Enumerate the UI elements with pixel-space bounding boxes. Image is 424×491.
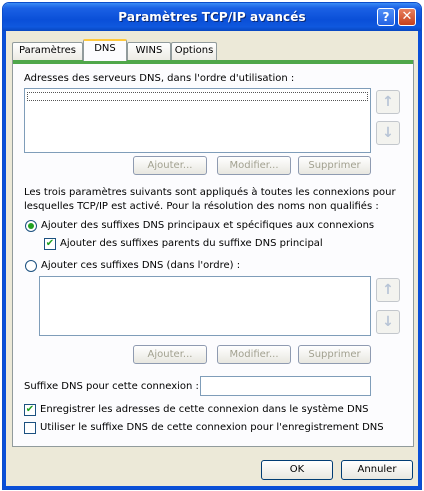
remove-suffix-button[interactable]: Supprimer [298,345,371,364]
tab-panel-accent [13,60,413,64]
window-frame-left [3,31,6,489]
parent-suffixes-label[interactable]: Ajouter des suffixes parents du suffixe DNS principal [60,238,323,249]
tab-wins[interactable]: WINS [127,42,171,60]
parent-suffixes-checkbox[interactable]: ✔ [45,238,55,249]
arrow-down-icon: ↓ [382,125,394,141]
window-title: Paramètres TCP/IP avancés [118,10,306,24]
dns-servers-focus-row [27,92,368,101]
use-suffix-registration-label[interactable]: Utiliser le suffixe DNS de cette connexion pour l'enregistrement DNS [40,422,384,433]
help-icon: ? [382,10,390,24]
dns-servers-list[interactable] [24,88,371,153]
window-frame-right [418,31,421,489]
remove-server-button[interactable]: Supprimer [298,156,371,175]
help-button[interactable] [377,8,395,26]
edit-suffix-button[interactable]: Modifier... [217,345,291,364]
description-line-1: Les trois paramètres suivants sont appliqués à toutes les connexions pour [24,187,396,198]
add-suffix-button[interactable]: Ajouter... [133,345,207,364]
tab-options[interactable]: Options [171,42,217,60]
move-server-up-button[interactable] [376,90,400,114]
tab-dns[interactable]: DNS [83,39,127,61]
arrow-up-icon: ↑ [382,282,394,298]
move-server-down-button[interactable] [376,121,400,145]
move-suffix-down-button[interactable] [376,310,400,334]
register-dns-checkbox[interactable]: ✔ [25,404,35,415]
register-dns-label[interactable]: Enregistrer les adresses de cette connexion dans le système DNS [40,404,369,415]
dns-servers-label: Adresses des serveurs DNS, dans l'ordre d'utilisation : [24,73,295,84]
move-suffix-up-button[interactable] [376,278,400,302]
primary-suffixes-radio[interactable] [25,220,37,232]
primary-suffixes-label[interactable]: Ajouter des suffixes DNS principaux et spécifiques aux connexions [41,220,375,231]
tab-parametres-ip[interactable]: Paramètres [12,42,83,60]
close-button[interactable] [398,8,416,26]
title-bar[interactable] [3,3,421,31]
arrow-down-icon: ↓ [382,314,394,330]
close-icon: ✕ [401,9,413,24]
window-frame-bottom [3,486,421,489]
ok-button[interactable]: OK [261,460,333,480]
add-server-button[interactable]: Ajouter... [133,156,207,175]
dns-suffix-list[interactable] [39,276,371,336]
use-suffix-registration-checkbox[interactable] [24,422,36,434]
connection-suffix-input[interactable] [200,376,371,396]
custom-suffixes-radio[interactable] [25,260,37,272]
cancel-button[interactable]: Annuler [341,460,413,480]
arrow-up-icon: ↑ [382,94,394,110]
edit-server-button[interactable]: Modifier... [217,156,291,175]
description-line-2: lesquelles TCP/IP est activé. Pour la résolution des noms non qualifiés : [24,201,379,212]
dialog-window [2,2,422,490]
custom-suffixes-label[interactable]: Ajouter ces suffixes DNS (dans l'ordre) : [41,260,241,271]
connection-suffix-label: Suffixe DNS pour cette connexion : [24,381,199,392]
